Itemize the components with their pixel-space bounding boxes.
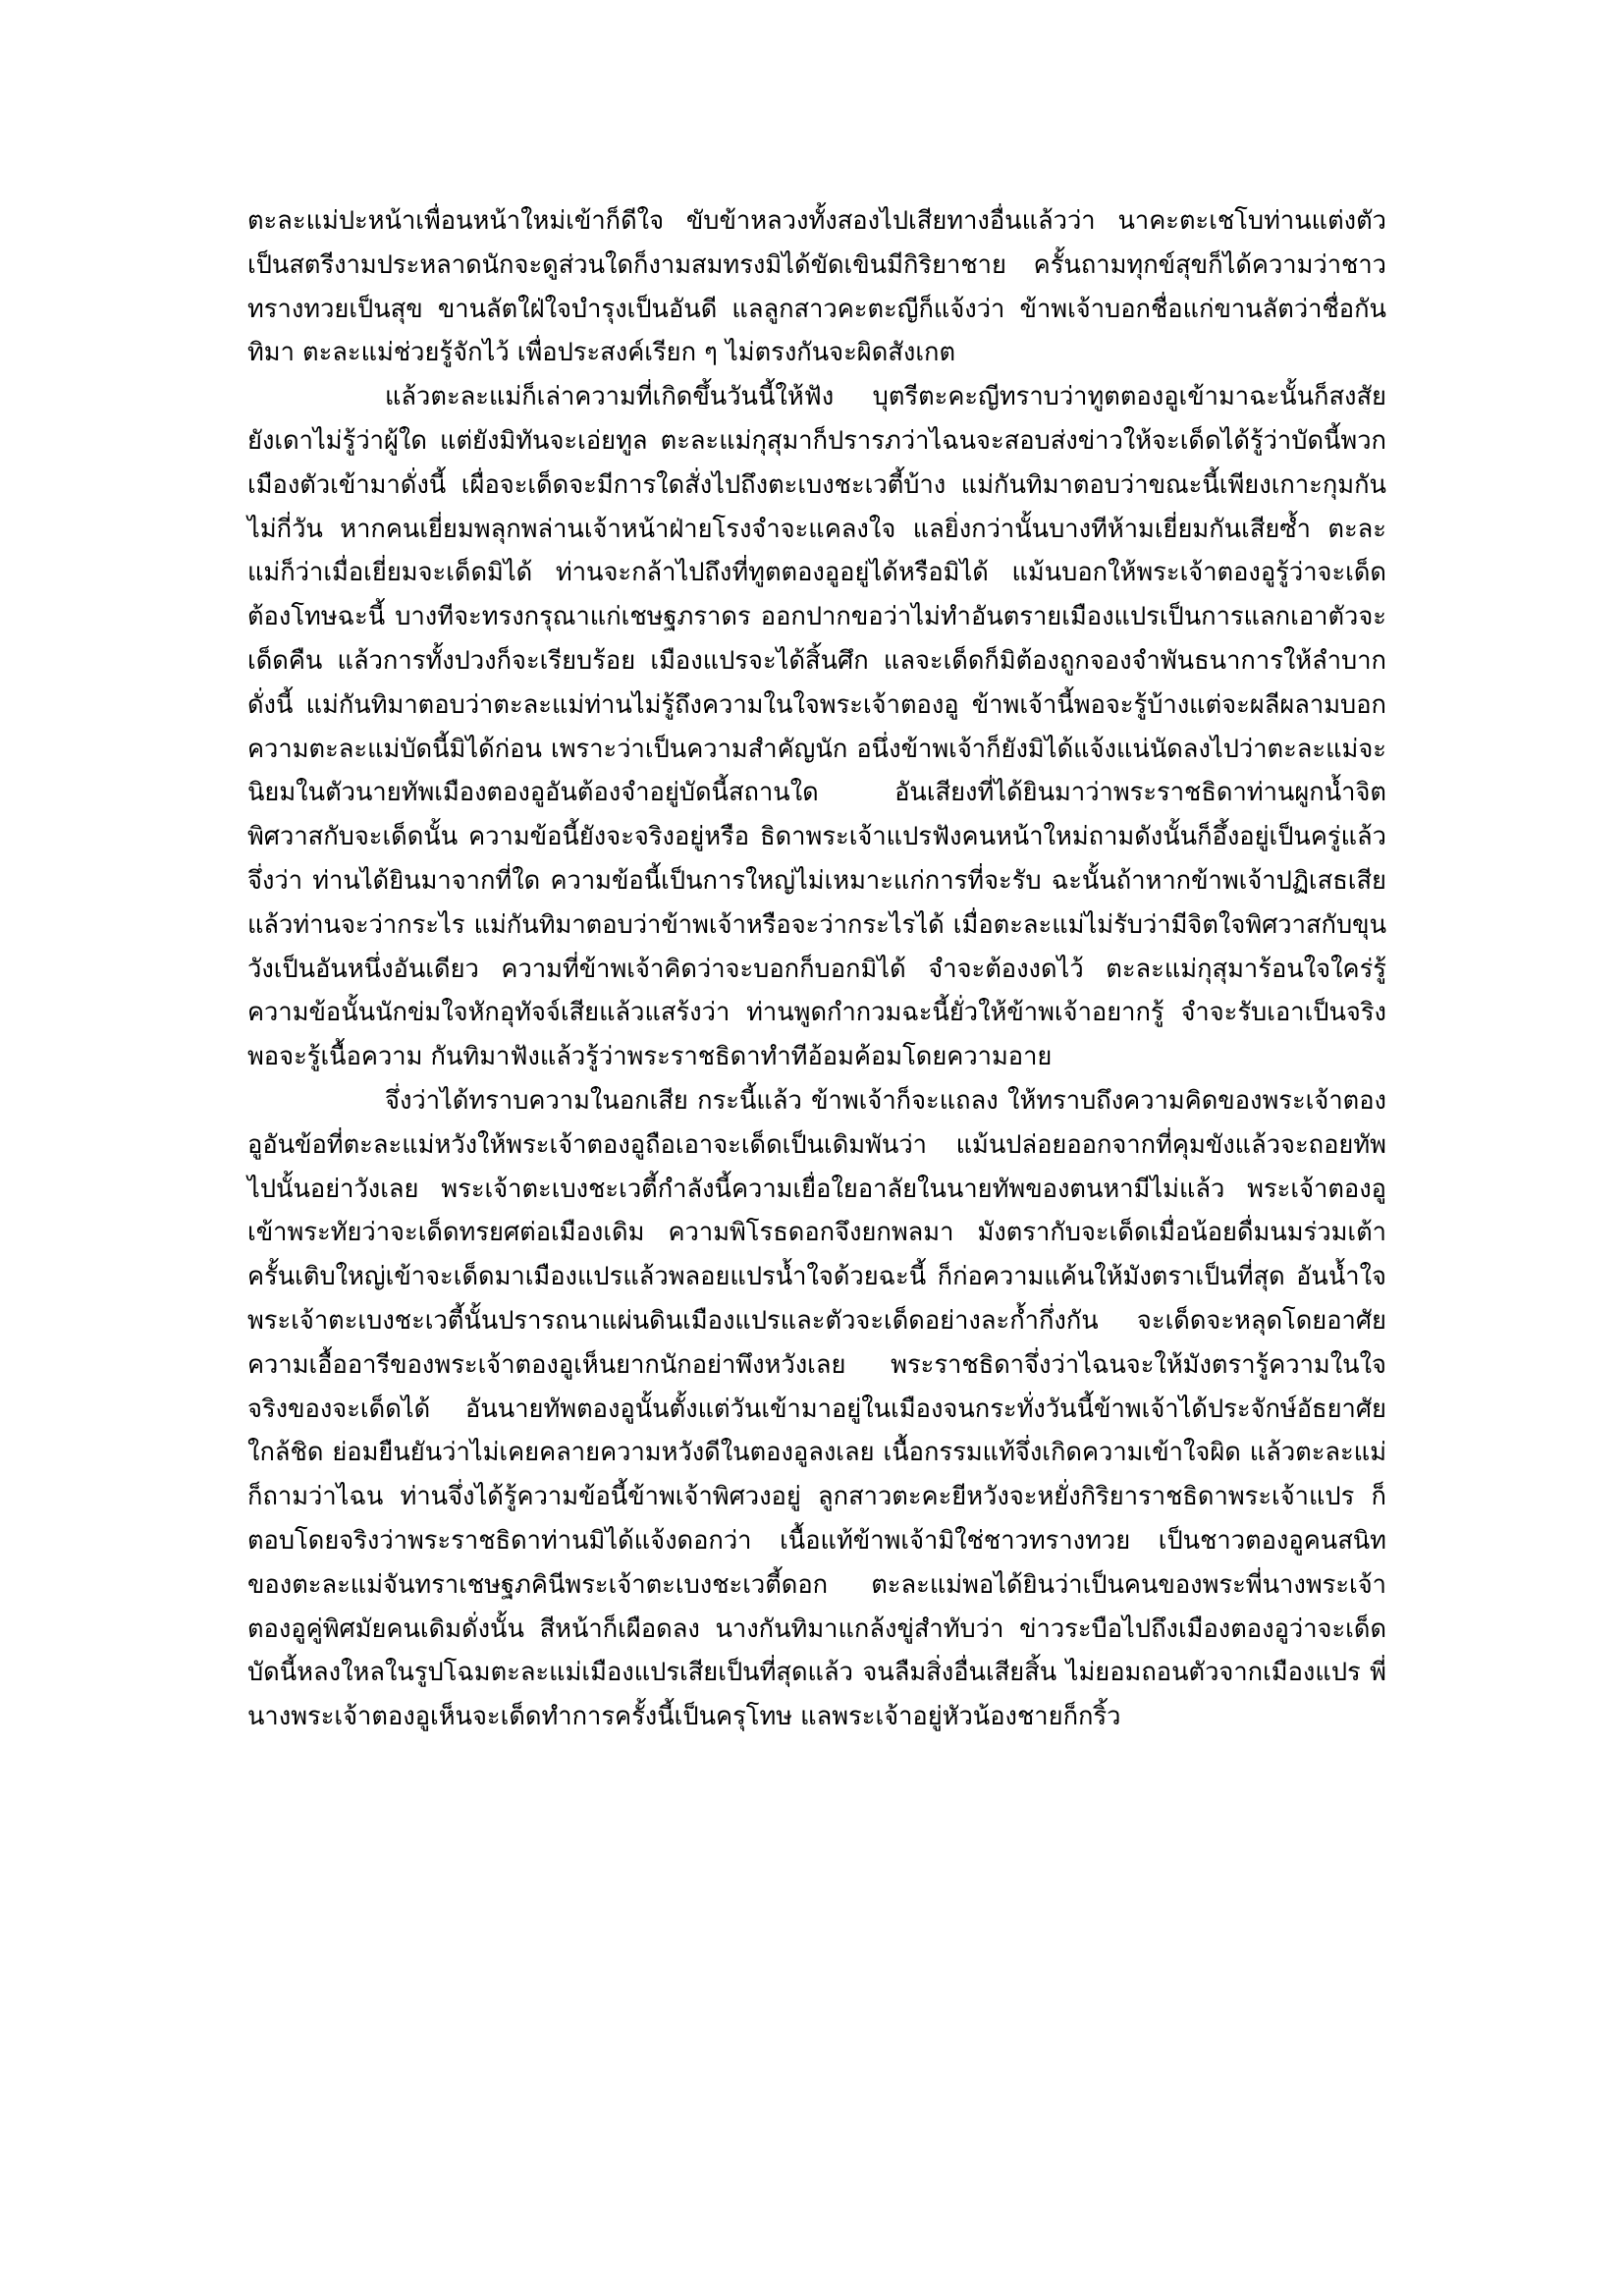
paragraph-1: ตะละแม่ปะหน้าเพื่อนหน้าใหม่เข้าก็ดีใจ ขับข้าหลวงทั้งสองไปเสียทางอื่นแล้วว่า นาคะตะเชโบท่านแต่งตัวเป็นสตรีงามประหลาดนักจะดูส่วนใดก็งามสมทรงมิได้ขัดเขินมีกิริยาชาย ครั้นถามทุกข์สุขก็ได้ความว่าชาวทรางทวยเป็นสุข ขานลัตใฝ่ใจบำรุงเป็นอันดี แลลูกสาวคะตะญีก็แจ้งว่า ข้าพเจ้าบอกชื่อแก่ขานลัตว่าชื่อกันทิมา ตะละแม่ช่วยรู้จักไว้ เพื่อประสงค์เรียก ๆ ไม่ตรงกันจะผิดสังเกต	[247, 206, 1386, 368]
paragraph-3: จึ่งว่าได้ทราบความในอกเสีย กระนี้แล้ว ข้าพเจ้าก็จะแถลง ให้ทราบถึงความคิดของพระเจ้าตองอูอันข้อที่ตะละแม่หวังให้พระเจ้าตองอูถือเอาจะเด็ดเป็นเดิมพันว่า แม้นปล่อยออกจากที่คุมขังแล้วจะถอยทัพไปนั้นอย่าวังเลย พระเจ้าตะเบงชะเวตี้กำลังนี้ความเยื่อใยอาลัยในนายทัพของตนหามีไม่แล้ว พระเจ้าตองอูเข้าพระทัยว่าจะเด็ดทรยศต่อเมืองเดิม ความพิโรธดอกจึงยกพลมา มังตรากับจะเด็ดเมื่อน้อยดื่มนมร่วมเต้า ครั้นเติบใหญ่เข้าจะเด็ดมาเมืองแปรแล้วพลอยแปรน้ำใจด้วยฉะนี้ ก็ก่อความแค้นให้มังตราเป็นที่สุด อันน้ำใจพระเจ้าตะเบงชะเวตี้นั้นปรารถนาแผ่นดินเมืองแปรและตัวจะเด็ดอย่างละก้ำกึ่งกัน จะเด็ดจะหลุดโดยอาศัยความเอื้ออารีของพระเจ้าตองอูเห็นยากนักอย่าพึงหวังเลย พระราชธิดาจึ่งว่าไฉนจะให้มังตรารู้ความในใจจริงของจะเด็ดได้ อันนายทัพตองอูนั้นตั้งแต่วันเข้ามาอยู่ในเมืองจนกระทั่งวันนี้ข้าพเจ้าได้ประจักษ์อัธยาศัยใกล้ชิด ย่อมยืนยันว่าไม่เคยคลายความหวังดีในตองอูลงเลย เนื้อกรรมแท้จึ่งเกิดความเข้าใจผิด แล้วตะละแม่ก็ถามว่าไฉน ท่านจึ่งได้รู้ความข้อนี้ข้าพเจ้าพิศวงอยู่ ลูกสาวตะคะยีหวังจะหยั่งกิริยาราชธิดาพระเจ้าแปร ก็ตอบโดยจริงว่าพระราชธิดาท่านมิได้แจ้งดอกว่า เนื้อแท้ข้าพเจ้ามิใช่ชาวทรางทวย เป็นชาวตองอูคนสนิทของตะละแม่จันทราเชษฐภคินีพระเจ้าตะเบงชะเวตี้ดอก ตะละแม่พอได้ยินว่าเป็นคนของพระพี่นางพระเจ้าตองอูคู่พิศมัยคนเดิมดั่งนั้น สีหน้าก็เผือดลง นางกันทิมาแกล้งขู่สำทับว่า ข่าวระบือไปถึงเมืองตองอูว่าจะเด็ดบัดนี้หลงใหลในรูปโฉมตะละแม่เมืองแปรเสียเป็นที่สุดแล้ว จนลืมสิ่งอื่นเสียสิ้น ไม่ยอมถอนตัวจากเมืองแปร พี่นางพระเจ้าตองอูเห็นจะเด็ดทำการครั้งนี้เป็นครุโทษ แลพระเจ้าอยู่หัวน้องชายก็กริ้ว	[247, 1085, 1386, 1732]
paragraph-2: แล้วตะละแม่ก็เล่าความที่เกิดขึ้นวันนี้ให้ฟัง บุตรีตะคะญีทราบว่าทูตตองอูเข้ามาฉะนั้นก็สงสัย ยังเดาไม่รู้ว่าผู้ใด แต่ยังมิทันจะเอ่ยทูล ตะละแม่กุสุมาก็ปรารภว่าไฉนจะสอบส่งข่าวให้จะเด็ดได้รู้ว่าบัดนี้พวกเมืองตัวเข้ามาดั่งนี้ เผื่อจะเด็ดจะมีการใดสั่งไปถึงตะเบงชะเวตี้บ้าง แม่กันทิมาตอบว่าขณะนี้เพียงเกาะกุมกันไม่กี่วัน หากคนเยี่ยมพลุกพล่านเจ้าหน้าฝ่ายโรงจำจะแคลงใจ แลยิ่งกว่านั้นบางทีห้ามเยี่ยมกันเสียซ้ำ ตะละแม่ก็ว่าเมื่อเยี่ยมจะเด็ดมิได้ ท่านจะกล้าไปถึงที่ทูตตองอูอยู่ได้หรือมิได้ แม้นบอกให้พระเจ้าตองอูรู้ว่าจะเด็ดต้องโทษฉะนี้ บางทีจะทรงกรุณาแก่เชษฐภราดร ออกปากขอว่าไม่ทำอันตรายเมืองแปรเป็นการแลกเอาตัวจะเด็ดคืน แล้วการทั้งปวงก็จะเรียบร้อย เมืองแปรจะได้สิ้นศึก แลจะเด็ดก็มิต้องถูกจองจำพันธนาการให้ลำบากดั่งนี้ แม่กันทิมาตอบว่าตะละแม่ท่านไม่รู้ถึงความในใจพระเจ้าตองอู ข้าพเจ้านี้พอจะรู้บ้างแต่จะผลีผลามบอกความตะละแม่บัดนี้มิได้ก่อน เพราะว่าเป็นความสำคัญนัก อนึ่งข้าพเจ้าก็ยังมิได้แจ้งแน่นัดลงไปว่าตะละแม่จะนิยมในตัวนายทัพเมืองตองอูอันต้องจำอยู่บัดนี้สถานใด อันเสียงที่ได้ยินมาว่าพระราชธิดาท่านผูกน้ำจิตพิศวาสกับจะเด็ดนั้น ความข้อนี้ยังจะจริงอยู่หรือ ธิดาพระเจ้าแปรฟังคนหน้าใหม่ถามดังนั้นก็อึ้งอยู่เป็นครู่แล้วจึ่งว่า ท่านได้ยินมาจากที่ใด ความข้อนี้เป็นการใหญ่ไม่เหมาะแก่การที่จะรับ ฉะนั้นถ้าหากข้าพเจ้าปฏิเสธเสียแล้วท่านจะว่ากระไร แม่กันทิมาตอบว่าข้าพเจ้าหรือจะว่ากระไรได้ เมื่อตะละแม่ไม่รับว่ามีจิตใจพิศวาสกับขุนวังเป็นอันหนึ่งอันเดียว ความที่ข้าพเจ้าคิดว่าจะบอกก็บอกมิได้ จำจะต้องงดไว้ ตะละแม่กุสุมาร้อนใจใคร่รู้ความข้อนั้นนักข่มใจหักอุทัจจ์เสียแล้วแสร้งว่า ท่านพูดกำกวมฉะนี้ยั่วให้ข้าพเจ้าอยากรู้ จำจะรับเอาเป็นจริงพอจะรู้เนื้อความ กันทิมาฟังแล้วรู้ว่าพระราชธิดาทำทีอ้อมค้อมโดยความอาย	[247, 382, 1386, 1072]
document-page	[247, 199, 1386, 1739]
